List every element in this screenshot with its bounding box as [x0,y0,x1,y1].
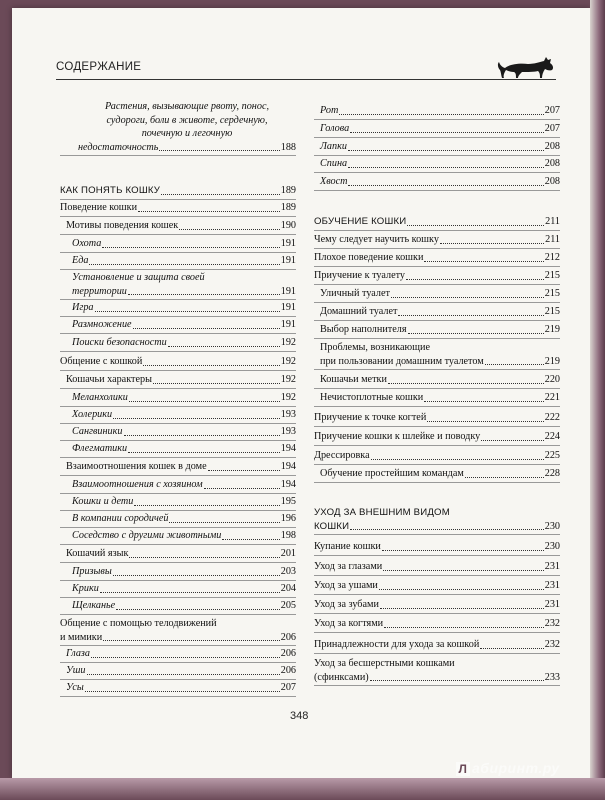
toc-entry-title: Еда [72,255,89,266]
toc-entry [60,271,296,298]
leader-dots [440,242,544,244]
toc-entry-title: Обучение простейшим командам [320,468,464,479]
toc-entry-title: Кошачьи метки [320,374,387,385]
leader-dots [129,556,279,558]
leader-dots [169,521,279,523]
toc-entry [314,251,560,265]
toc-entry-page: 215 [544,288,560,299]
toc-entry [60,391,296,405]
toc-entry-page: 207 [280,682,296,693]
leader-dots [89,263,279,265]
leader-dots [391,296,544,298]
leader-dots [350,131,544,133]
toc-entry [60,100,296,154]
toc-entry-title: и мимики [60,631,103,643]
toc-entry-title: Глаза [66,648,90,659]
leader-dots [383,569,543,571]
toc-entry-page: 201 [280,548,296,559]
leader-dots [222,538,279,540]
leader-dots [370,679,544,681]
toc-entry-title: Дрессировка [314,450,370,461]
toc-entry-page: 206 [280,648,296,659]
toc-entry-title-line: Установление и защита своей [72,272,205,283]
toc-entry [314,657,560,684]
toc-entry-title: Приучение к точке когтей [314,412,427,423]
toc-entry-title-line: почечную и легочную [141,128,233,140]
toc-entry-page: 192 [280,337,296,348]
toc-entry-page: 219 [544,324,560,335]
toc-entry-page: 207 [544,105,560,116]
toc-entry-title: В компании сородичей [72,513,169,524]
toc-entry-page: 230 [544,541,560,552]
toc-entry-title: Мотивы поведения кошек [66,220,179,231]
toc-entry-page: 189 [280,202,296,213]
toc-entry [60,664,296,678]
toc-entry-title: Общение с кошкой [60,356,143,367]
leader-dots [179,228,279,230]
toc-entry [314,391,560,405]
toc-entry-page: 191 [280,255,296,266]
toc-entry [314,449,560,463]
toc-entry-title: Уход за зубами [314,599,379,610]
toc-entry-page: 188 [280,141,296,153]
toc-entry-title: Взаимоотношения кошек в доме [66,461,207,472]
toc-entry [314,215,560,229]
toc-entry-page: 191 [280,319,296,330]
leader-dots [153,382,280,384]
leader-dots [348,184,543,186]
toc-entry-title: Меланхолики [72,392,128,403]
toc-entry-title: Кошачьи характеры [66,374,152,385]
toc-entry [60,547,296,561]
watermark-logo: Л [456,762,470,776]
toc-entry-title: КАК ПОНЯТЬ КОШКУ [60,185,161,196]
toc-entry [60,478,296,492]
toc-entry [314,233,560,247]
leader-dots [208,469,280,471]
toc-entry-title-line: Растения, вызывающие рвоту, понос, [104,101,270,112]
toc-entry-page: 224 [544,431,560,442]
toc-entry-title: Уход за глазами [314,561,383,572]
toc-entry [314,579,560,593]
toc-entry-page: 194 [280,479,296,490]
toc-entry [60,442,296,456]
toc-entry [60,617,296,644]
toc-entry-page: 231 [544,561,560,572]
toc-entry-page: 233 [544,671,560,683]
toc-entry [314,373,560,387]
toc-entry [60,336,296,350]
toc-entry-title: Приучение к туалету [314,270,406,281]
toc-entry-page: 208 [544,158,560,169]
toc-entry-title: Уход за когтями [314,618,384,629]
toc-entry [60,301,296,315]
header-title: СОДЕРЖАНИЕ [56,61,142,73]
leader-dots [406,278,544,280]
toc-entry-title: КОШКИ [314,520,350,532]
toc-entry [60,460,296,474]
toc-entry-title-line: Проблемы, возникающие [320,342,430,353]
leader-dots [350,528,543,530]
toc-entry-title-line: судороги, боли в животе, сердечную, [106,114,268,126]
toc-entry-page: 208 [544,141,560,152]
toc-entry [314,287,560,301]
leader-dots [398,314,543,316]
toc-entry [314,638,560,652]
leader-dots [388,382,544,384]
toc-entry-title: Соседство с другими животными [72,530,222,541]
book-cover-edge [590,0,605,800]
toc-entry-page: 215 [544,270,560,281]
leader-dots [124,434,280,436]
toc-entry [60,582,296,596]
watermark-text: абиринт.ру [472,760,560,776]
leader-dots [384,626,544,628]
toc-entry [60,647,296,661]
leader-dots [128,451,280,453]
toc-entry-page: 194 [280,443,296,454]
leader-dots [116,608,280,610]
toc-entry [60,512,296,526]
leader-dots [427,420,543,422]
toc-entry [314,341,560,368]
toc-entry [314,305,560,319]
book-bottom-edge [0,778,605,800]
toc-entry [314,467,560,481]
toc-entry-title: Сангвиники [72,426,123,437]
toc-entry-page: 193 [280,426,296,437]
toc-entry-title: Взаимоотношения с хозяином [72,479,203,490]
toc-entry-page: 196 [280,513,296,524]
toc-entry [314,540,560,554]
leader-dots [134,504,279,506]
toc-entry-title: Купание кошки [314,541,381,552]
toc-entry-page: 192 [280,392,296,403]
toc-entry [314,104,560,118]
toc-entry-page: 221 [544,392,560,403]
toc-entry-title: Кошачий язык [66,548,129,559]
toc-entry-page: 230 [544,520,560,532]
toc-entry [314,175,560,189]
toc-entry-title: Рот [320,105,339,116]
toc-entry-title: при пользовании домашним туалетом [320,355,484,367]
leader-dots [113,417,280,419]
leader-dots [159,149,279,151]
toc-entry [314,411,560,425]
toc-entry-page: 205 [280,600,296,611]
toc-entry-page: 232 [544,639,560,650]
toc-entry-title: Уши [66,665,86,676]
toc-entry-page: 225 [544,450,560,461]
toc-entry-page: 231 [544,599,560,610]
leader-dots [87,673,280,675]
leader-dots [161,193,280,195]
toc-entry-page: 215 [544,306,560,317]
leader-dots [128,293,280,295]
leader-dots [480,647,543,649]
toc-entry-page: 212 [544,252,560,263]
toc-entry-page: 228 [544,468,560,479]
leader-dots [380,607,544,609]
leader-dots [408,332,544,334]
toc-entry-title: (сфинксами) [314,671,369,683]
toc-entry-title: недостаточность [78,141,159,153]
toc-entry-title: Уличный туалет [320,288,390,299]
toc-entry [60,565,296,579]
toc-entry [314,269,560,283]
toc-entry-page: 190 [280,220,296,231]
toc-entry-page: 192 [280,356,296,367]
toc-entry [60,237,296,251]
toc-entry-title: Голова [320,123,350,134]
leader-dots [481,439,543,441]
toc-entry-title: Спина [320,158,348,169]
toc-entry-page: 207 [544,123,560,134]
toc-entry [314,560,560,574]
toc-entry [60,373,296,387]
toc-entry-title: Крики [72,583,99,594]
leader-dots [138,210,280,212]
leader-dots [91,656,280,658]
toc-entry-title: Кошки и дети [72,496,134,507]
toc-entry-page: 191 [280,238,296,249]
leader-dots [348,166,544,168]
toc-entry-page: 203 [280,566,296,577]
leader-dots [379,588,544,590]
toc-entry-page: 191 [280,285,296,297]
leader-dots [113,574,280,576]
toc-entry-page: 193 [280,409,296,420]
toc-entry [60,425,296,439]
toc-entry-page: 222 [544,412,560,423]
toc-entry-title: Холерики [72,409,113,420]
toc-entry-title-line: Общение с помощью телодвижений [60,618,217,629]
toc-entry-title: Приучение кошки к шлейке и поводку [314,431,481,442]
leader-dots [129,400,280,402]
leader-dots [103,639,280,641]
toc-entry-title-line: Уход за бесшерстными кошками [314,658,455,669]
toc-entry [60,355,296,369]
toc-entry-page: 191 [280,302,296,313]
toc-entry-title: Нечистоплотные кошки [320,392,424,403]
leader-dots [407,224,544,226]
toc-entry-title: Усы [66,682,84,693]
toc-entry [314,506,560,533]
toc-entry-title: Охота [72,238,102,249]
toc-entry-page: 206 [280,665,296,676]
leader-dots [168,345,280,347]
toc-entry-page: 220 [544,374,560,385]
toc-entry-page: 195 [280,496,296,507]
toc-entry-title: Поиски безопасности [72,337,167,348]
leader-dots [95,310,280,312]
toc-entry [314,617,560,631]
leader-dots [465,476,544,478]
toc-entry-title: Чему следует научить кошку [314,234,439,245]
toc-entry-page: 211 [545,216,560,227]
toc-entry-title: Призывы [72,566,112,577]
toc-entry-title: Лапки [320,141,347,152]
toc-entry [314,598,560,612]
toc-entry [60,184,296,198]
toc-entry-title: Щелканье [72,600,116,611]
toc-entry-title: Плохое поведение кошки [314,252,424,263]
toc-entry-title: Флегматики [72,443,128,454]
toc-entry [60,681,296,695]
toc-entry [314,157,560,171]
toc-entry-title: Домашний туалет [320,306,398,317]
toc-entry-page: 211 [545,234,560,245]
leader-dots [102,246,279,248]
leader-dots [204,487,280,489]
toc-entry-page: 204 [280,583,296,594]
toc-entry-page: 189 [280,185,296,196]
toc-entry-page: 192 [280,374,296,385]
leader-dots [143,364,279,366]
toc-entry [60,201,296,215]
toc-entry-page: 206 [280,631,296,643]
header-rule [56,79,556,80]
toc-entry-title: Поведение кошки [60,202,138,213]
toc-entry [60,408,296,422]
page-header [56,56,556,80]
toc-entry-title: Уход за ушами [314,580,378,591]
toc-entry-page: 194 [280,461,296,472]
toc-entry-page: 231 [544,580,560,591]
toc-entry-title: Размножение [72,319,132,330]
toc-entry-page: 208 [544,176,560,187]
leader-dots [424,400,544,402]
toc-entry [60,529,296,543]
toc-entry [60,495,296,509]
toc-entry-page: 198 [280,530,296,541]
toc-entry [60,599,296,613]
toc-entry-title: Выбор наполнителя [320,324,407,335]
toc-entry [314,140,560,154]
toc-entry-title-line: УХОД ЗА ВНЕШНИМ ВИДОМ [314,507,450,518]
leader-dots [348,149,544,151]
toc-entry-title: Хвост [320,176,348,187]
toc-entry [60,219,296,233]
leader-dots [85,690,280,692]
toc-entry-title: Игра [72,302,94,313]
toc-entry-title: территории [72,285,127,297]
leader-dots [382,549,544,551]
leader-dots [424,260,543,262]
cat-icon [496,52,558,80]
leader-dots [485,363,544,365]
toc-entry-title: ОБУЧЕНИЕ КОШКИ [314,216,407,227]
toc-entry [60,254,296,268]
page-number: 348 [290,710,309,722]
watermark [456,760,560,776]
toc-entry-page: 219 [544,355,560,367]
toc-entry [60,318,296,332]
toc-entry [314,430,560,444]
toc-entry [314,122,560,136]
leader-dots [371,458,544,460]
toc-entry-title: Принадлежности для ухода за кошкой [314,639,480,650]
leader-dots [339,113,543,115]
toc-entry [314,323,560,337]
leader-dots [100,591,280,593]
leader-dots [133,327,280,329]
toc-entry-page: 232 [544,618,560,629]
